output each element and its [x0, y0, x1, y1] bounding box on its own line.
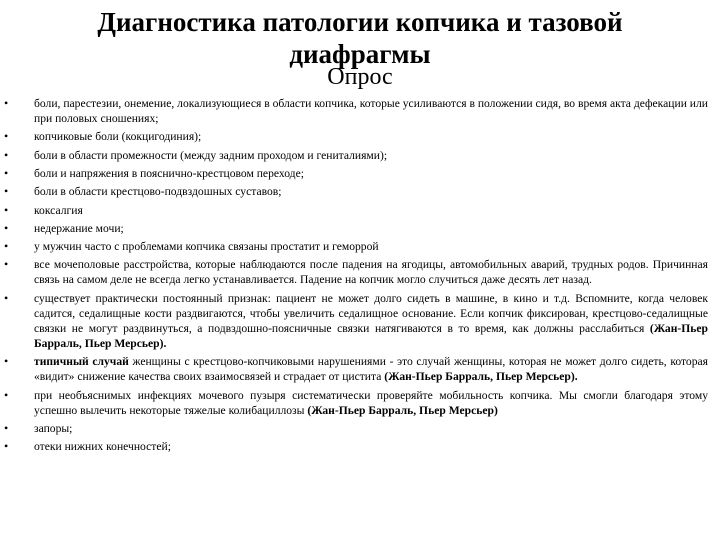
symptom-list [0, 96, 720, 458]
list-item [0, 184, 720, 199]
slide-title-line-1: Диагностика патологии копчика и тазовой [97, 7, 623, 37]
bullet-icon: • [4, 439, 9, 454]
list-item [0, 291, 720, 351]
list-item-text: при необъяснимых инфекциях мочевого пузыря систематически проверяйте мобильность копчика. Мы смогли благодаря этому успешно вылечить некоторые тяжелые колибациллозы [34, 388, 708, 417]
list-item [0, 439, 720, 454]
list-item [0, 388, 720, 418]
list-item [0, 129, 720, 144]
bullet-icon: • [4, 290, 9, 305]
list-item-lead: типичный случай [34, 355, 129, 369]
slide-title [0, 6, 720, 70]
bullet-icon: • [4, 96, 9, 110]
citation: (Жан-Пьер Барраль, Пьер Мерсьер). [34, 321, 708, 350]
list-item [0, 354, 720, 384]
list-item [0, 96, 720, 126]
list-item-text: запоры; [34, 422, 73, 436]
bullet-icon: • [4, 220, 9, 235]
list-item-text: женщины с крестцово-копчиковыми нарушениями - это случай женщины, которая не может долго сидеть, которая «видит» снижение качества своих взаимосвязей и страдает от цистита [34, 355, 709, 384]
bullet-icon: • [4, 202, 9, 217]
list-item-text: у мужчин часто с проблемами копчика связаны простатит и геморрой [34, 240, 379, 254]
citation: (Жан-Пьер Барраль, Пьер Мерсьер). [384, 370, 578, 384]
list-item [0, 166, 720, 181]
list-item-text: боли и напряжения в пояснично-крестцовом переходе; [34, 166, 304, 180]
list-item [0, 257, 720, 287]
list-item-text: коксалгия [34, 203, 83, 217]
list-item [0, 239, 720, 254]
list-item-text: недержание мочи; [34, 221, 124, 235]
citation: (Жан-Пьер Барраль, Пьер Мерсьер) [307, 403, 498, 417]
bullet-icon: • [4, 387, 9, 402]
list-item-text: существует практически постоянный признак: пациент не может долго сидеть в машине, в кино и т.д. Вспомните, когда человек садится, седалищные кости раздвигаются, чтобы увеличить седалищное основание. Если копчик фиксирован, крестцово-седалищные связки не могут раздвинуться, а подвздошно-поясничные связки натягиваются в то время, как должны расслабиться [34, 291, 708, 335]
list-item-text: все мочеполовые расстройства, которые наблюдаются после падения на ягодицы, автомобильных аварий, трудных родов. Причинная связь на самом деле не всегда легко устанавливается. Падение на копчик могло случиться даже десять лет назад. [34, 258, 708, 287]
slide-title-line-2: диафрагмы [289, 39, 431, 69]
list-item-text: боли в области крестцово-подвздошных суставов; [34, 185, 282, 199]
list-item-text: боли, парестезии, онемение, локализующиеся в области копчика, которые усиливаются в положении сидя, во время акта дефекации или при половых сношениях; [34, 97, 708, 126]
slide-subtitle: Опрос [327, 64, 393, 90]
list-item [0, 421, 720, 436]
list-item-text: отеки нижних конечностей; [34, 440, 171, 454]
bullet-icon: • [4, 147, 9, 162]
list-item [0, 203, 720, 218]
bullet-icon: • [4, 165, 9, 180]
bullet-icon: • [4, 184, 9, 199]
list-item-text: боли в области промежности (между задним проходом и гениталиями); [34, 148, 388, 162]
bullet-icon: • [4, 421, 9, 436]
list-item [0, 221, 720, 236]
bullet-icon: • [4, 354, 9, 369]
bullet-icon: • [4, 257, 9, 272]
list-item [0, 148, 720, 163]
bullet-icon: • [4, 129, 9, 144]
bullet-icon: • [4, 239, 9, 254]
list-item-text: копчиковые боли (кокцигодиния); [34, 130, 202, 144]
